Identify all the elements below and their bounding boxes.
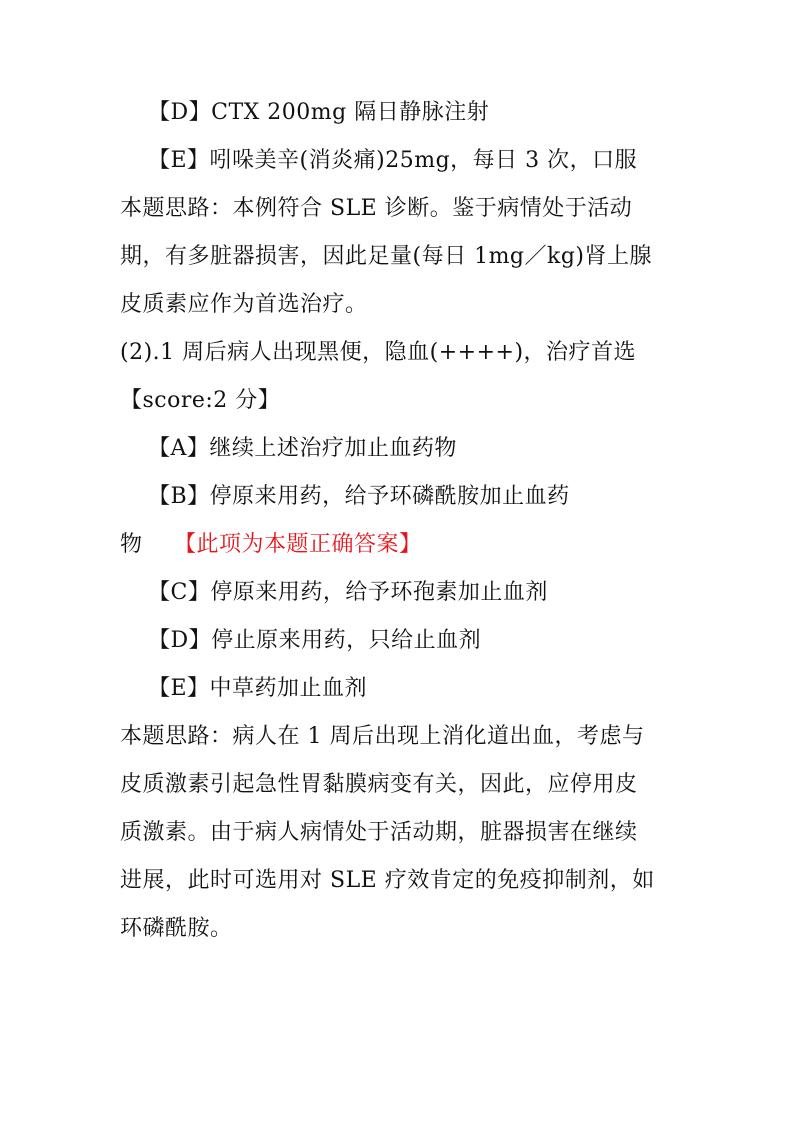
q1-explanation-line-2: 期，有多脏器损害，因此足量(每日 1mg／kg)肾上腺	[120, 244, 653, 269]
q2-explanation-line-4: 进展，此时可选用对 SLE 疗效肯定的免疫抑制剂，如	[120, 868, 655, 893]
q2-stem: (2).1 周后病人出现黑便，隐血(++++)，治疗首选	[120, 340, 637, 365]
q1-explanation-line-1: 本题思路：本例符合 SLE 诊断。鉴于病情处于活动	[120, 196, 633, 221]
q2-option-b-continued: 物	[120, 532, 143, 557]
correct-answer-marker: 【此项为本题正确答案】	[174, 532, 422, 557]
q2-explanation-line-2: 皮质激素引起急性胃黏膜病变有关，因此，应停用皮	[120, 772, 638, 797]
q2-option-b: 【B】停原来用药，给予环磷酰胺加止血药	[148, 484, 570, 509]
q2-explanation-line-5: 环磷酰胺。	[120, 916, 233, 941]
q2-option-d: 【D】停止原来用药，只给止血剂	[148, 628, 482, 653]
q1-option-d: 【D】CTX 200mg 隔日静脉注射	[148, 100, 490, 125]
q2-explanation-line-3: 质激素。由于病人病情处于活动期，脏器损害在继续	[120, 820, 638, 845]
q2-option-a: 【A】继续上述治疗加止血药物	[148, 436, 457, 461]
q2-score: 【score:2 分】	[120, 388, 281, 413]
q2-option-c: 【C】停原来用药，给予环孢素加止血剂	[148, 580, 548, 605]
q2-explanation-line-1: 本题思路：病人在 1 周后出现上消化道出血，考虑与	[120, 724, 645, 749]
q1-option-e: 【E】吲哚美辛(消炎痛)25mg，每日 3 次，口服	[148, 148, 638, 173]
q1-explanation-line-3: 皮质素应作为首选治疗。	[120, 292, 368, 317]
q2-option-e: 【E】中草药加止血剂	[148, 676, 368, 701]
